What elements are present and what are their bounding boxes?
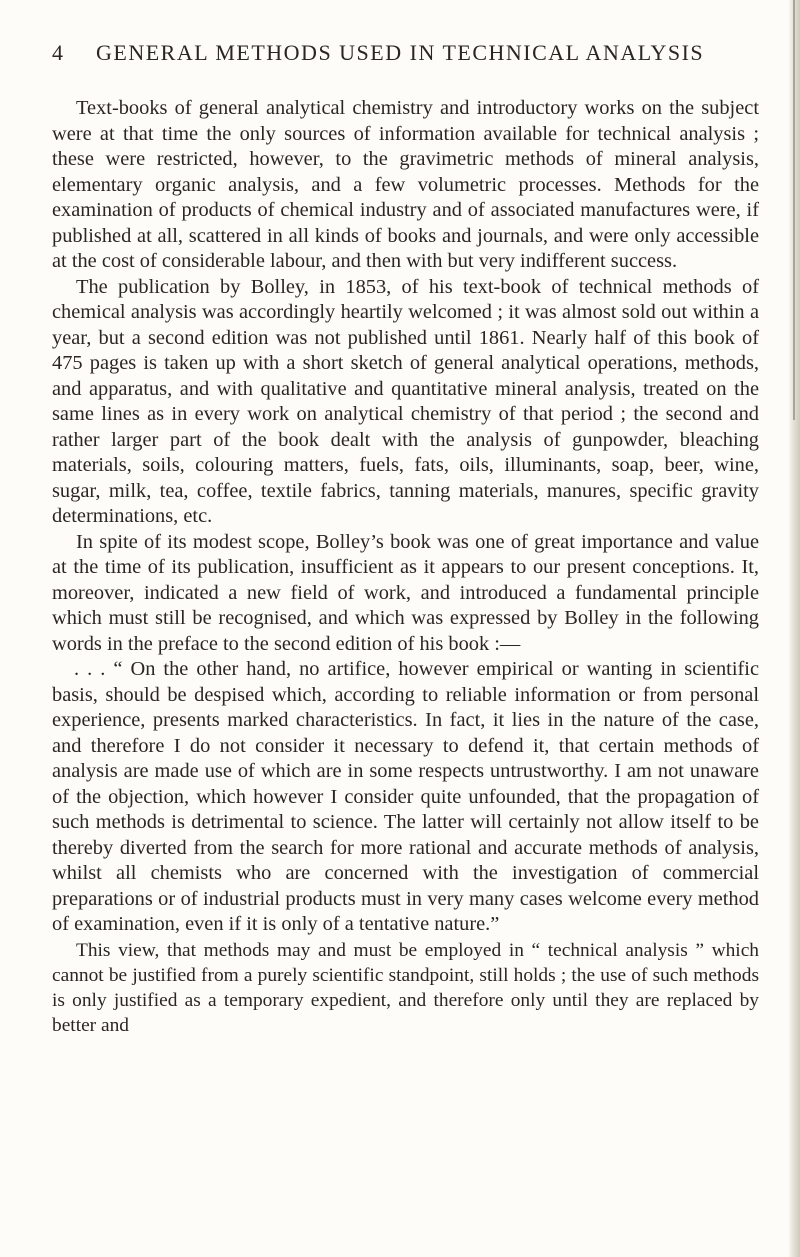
page-edge-line — [793, 0, 795, 420]
page-number: 4 — [52, 40, 65, 65]
paragraph-textbooks: Text-books of general analytical chemistry and introductory works on the subject were at that time the only sources of information available for technical analysis ; these were restricted, however, to the gravimetric methods of mineral analysis, elementary organic analysis, and a few volumetric processes. Methods for the examination of products of chemical industry and of associated manufactures were, if published at all, scattered in all kinds of books and journals, and were only accessible at the cost of considerable labour, and then with but very indifferent success. — [52, 97, 759, 272]
body-text — [52, 96, 759, 1038]
paragraph-modest-scope: In spite of its modest scope, Bolley’s book was one of great importance and value at the time of its publication, insufficient as it appears to our present conceptions. It, moreover, indicated a new field of work, and introduced a fundamental principle which must still be recognised, and which was expressed by Bolley in the following words in the preface to the second edition of his book :— — [52, 530, 759, 655]
running-title: GENERAL METHODS USED IN TECHNICAL ANALYSIS — [96, 40, 705, 65]
running-head — [52, 40, 732, 70]
paragraph-bolley-quote: . . . “ On the other hand, no artifice, however empirical or wanting in scientific basis, should be despised which, according to reliable information or from personal experience, presents marked characteristics. In fact, it lies in the nature of the case, and therefore I do not consider it necessary to defend it, that certain methods of analysis are made use of which are in some respects untrustworthy. I am not unaware of the objection, which however I consider quite unfounded, that the propagation of such methods is detrimental to science. The latter will certainly not allow itself to be thereby diverted from the search for more rational and accurate methods of analysis, whilst all chemists who are concerned with the investigation of commercial preparations or of industrial products must in very many cases welcome every method of examination, even if it is only of a tentative nature.” — [52, 658, 759, 935]
paragraph-this-view: This view, that methods may and must be employed in “ technical analysis ” which cannot be justified from a purely scientific standpoint, still holds ; the use of such methods is only justified as a temporary expedient, and therefore only until they are replaced by better and — [52, 939, 759, 1037]
paragraph-bolley-publication: The publication by Bolley, in 1853, of his text-book of technical methods of chemical analysis was accordingly heartily welcomed ; it was almost sold out within a year, but a second edition was not published until 1861. Nearly half of this book of 475 pages is taken up with a short sketch of general analytical operations, methods, and apparatus, and with qualitative and quantitative mineral analysis, treated on the same lines as in every work on analytical chemistry of that period ; the second and rather larger part of the book dealt with the analysis of gunpowder, bleaching materials, soils, colouring matters, fuels, fats, oils, illuminants, soap, beer, wine, sugar, milk, tea, coffee, textile fabrics, tanning materials, manures, specific gravity determinations, etc. — [52, 275, 759, 527]
